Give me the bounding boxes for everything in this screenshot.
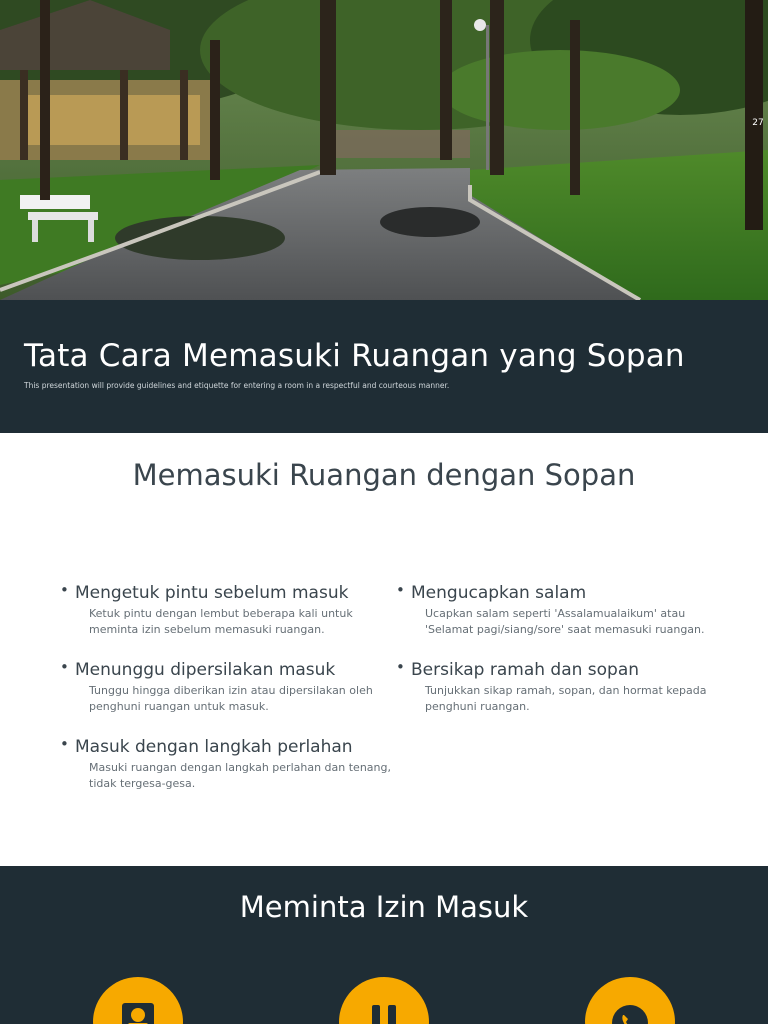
etiquette-list <box>0 580 768 810</box>
list-item-heading: • Mengucapkan salam <box>396 583 716 603</box>
pause-icon-circle <box>339 977 429 1024</box>
profile-card-icon <box>118 1001 158 1024</box>
list-item <box>60 737 391 792</box>
list-item <box>396 660 716 715</box>
list-item-heading: • Masuk dengan langkah perlahan <box>60 737 380 757</box>
presentation-title: Tata Cara Memasuki Ruangan yang Sopan <box>24 338 685 374</box>
hero-image <box>0 0 768 300</box>
section-title: Memasuki Ruangan dengan Sopan <box>132 458 636 492</box>
list-item-heading: • Bersikap ramah dan sopan <box>396 660 716 680</box>
presentation-subtitle: This presentation will provide guidelines and etiquette for entering a room in a respectful and courteous manner. <box>24 381 450 390</box>
list-item <box>60 583 380 638</box>
list-item-description: Masuki ruangan dengan langkah perlahan dan tenang, tidak tergesa-gesa. <box>89 761 391 790</box>
list-item-heading: • Mengetuk pintu sebelum masuk <box>60 583 380 603</box>
list-item-description: Tunjukkan sikap ramah, sopan, dan hormat kepada penghuni ruangan. <box>425 684 707 713</box>
permission-section <box>0 866 768 1024</box>
profile-card-icon-circle <box>93 977 183 1024</box>
list-item-description: Ketuk pintu dengan lembut beberapa kali untuk meminta izin sebelum memasuki ruangan. <box>89 607 353 636</box>
pause-icon <box>364 1001 404 1024</box>
list-item-description: Ucapkan salam seperti 'Assalamualaikum' atau 'Selamat pagi/siang/sore' saat memasuki ruangan. <box>425 607 705 636</box>
list-item <box>396 583 716 638</box>
list-item-heading: • Menunggu dipersilakan masuk <box>60 660 380 680</box>
phone-icon <box>610 1001 650 1024</box>
list-item-description: Tunggu hingga diberikan izin atau dipersilakan oleh penghuni ruangan untuk masuk. <box>89 684 373 713</box>
title-band <box>0 300 768 433</box>
phone-icon-circle <box>585 977 675 1024</box>
tree-sign-number: 27 <box>752 118 764 128</box>
permission-title: Meminta Izin Masuk <box>239 890 529 924</box>
park-path-illustration <box>0 0 768 300</box>
list-item <box>60 660 380 715</box>
